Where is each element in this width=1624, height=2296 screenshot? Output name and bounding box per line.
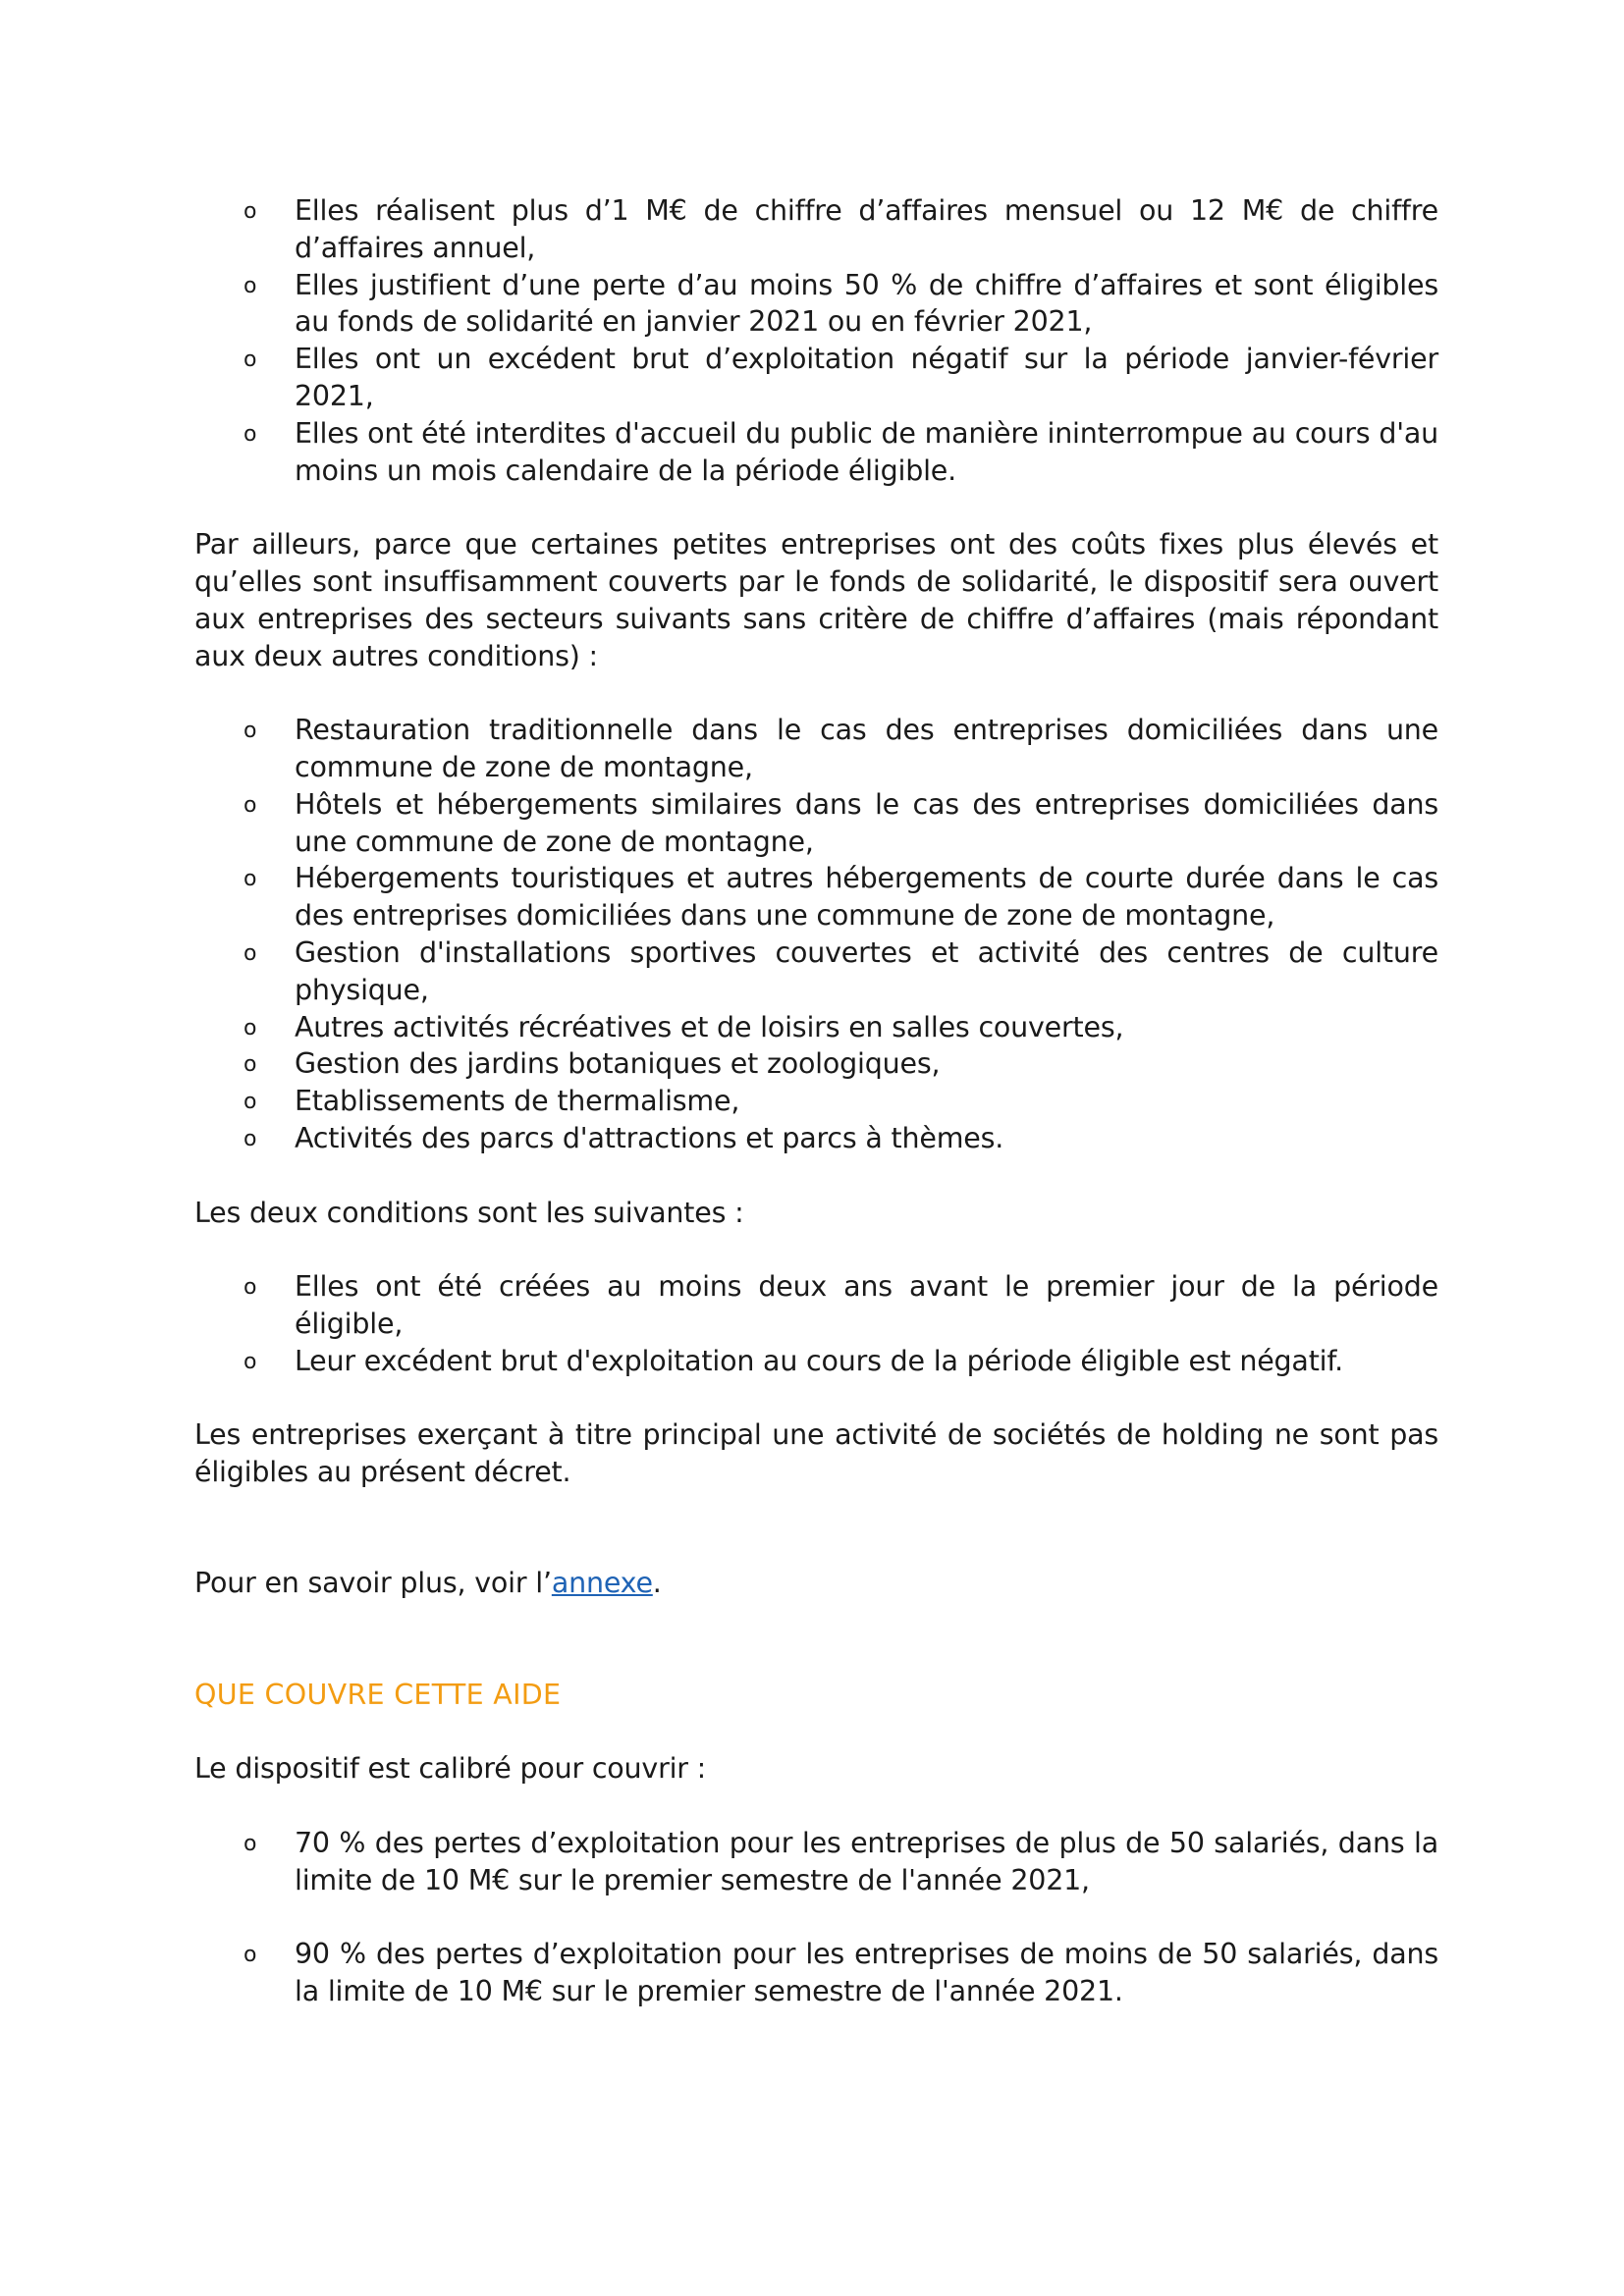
bullet-icon: o [244,719,257,744]
coverage-list-second [194,1936,1438,2010]
list-item: o Elles ont été interdites d'accueil du public de manière ininterrompue au cours d'au moins un mois calendaire de la période éligible. [244,416,1438,487]
list-item: o 90 % des pertes d’exploitation pour les entreprises de moins de 50 salariés, dans la limite de 10 M€ sur le premier semestre de l'année 2021. [244,1938,1438,2008]
bullet-icon: o [244,1943,257,1968]
bullet-icon: o [244,1832,257,1857]
bullet-icon: o [244,867,257,892]
bullet-icon: o [244,1275,257,1301]
list-item: o Etablissements de thermalisme, [194,1083,1438,1120]
bullet-icon: o [244,1015,257,1041]
list-item: o Hébergements touristiques et autres hébergements de courte durée dans le cas des entreprises domiciliées dans une commune de zone de montagne, [244,862,1438,933]
bullet-icon: o [244,1126,257,1151]
paragraph-calibre: Le dispositif est calibré pour couvrir : [194,1752,707,1786]
bullet-icon: o [244,273,257,298]
list-item: o Hôtels et hébergements similaires dans le cas des entreprises domiciliées dans une commune de zone de montagne, [244,787,1438,858]
bullet-icon: o [244,199,257,224]
list-item: o Elles ont été créées au moins deux ans avant le premier jour de la période éligible, [244,1270,1438,1340]
conditions-list [194,1268,1438,1379]
bullet-icon: o [244,347,257,373]
bullet-icon: o [244,940,257,966]
list-item: o 70 % des pertes d’exploitation pour les entreprises de plus de 50 salariés, dans la limite de 10 M€ sur le premier semestre de l'année 2021, [244,1827,1438,1896]
criteria-list [194,192,1438,489]
document-body [194,192,1438,2010]
bullet-icon: o [244,421,257,447]
section-heading: QUE COUVRE CETTE AIDE [194,1678,562,1711]
bullet-icon: o [244,792,257,818]
paragraph-conditions: Les deux conditions sont les suivantes : [194,1196,744,1229]
list-item: o Gestion d'installations sportives couvertes et activité des centres de culture physique, [244,935,1438,1006]
coverage-list [194,1825,1438,1899]
list-item: o Gestion des jardins botaniques et zoologiques, [194,1045,1438,1083]
bullet-icon: o [244,1349,257,1374]
list-item: o Autres activités récréatives et de loisirs en salles couvertes, [194,1009,1438,1046]
list-item: o Elles justifient d’une perte d’au moins 50 % de chiffre d’affaires et sont éligibles au fonds de solidarité en janvier 2021 ou en février 2021, [244,268,1438,339]
list-item: o Elles réalisent plus d’1 M€ de chiffre d’affaires mensuel ou 12 M€ de chiffre d’affaires annuel, [244,194,1438,264]
sectors-list [194,712,1438,1157]
list-item: o Elles ont un excédent brut d’exploitation négatif sur la période janvier-février 2021, [244,343,1438,412]
list-item: o Leur excédent brut d'exploitation au cours de la période éligible est négatif. [194,1343,1438,1380]
paragraph-savoir-plus: Pour en savoir plus, voir l’annexe. [194,1567,662,1600]
paragraph-holding: Les entreprises exerçant à titre principal une activité de sociétés de holding ne sont pas éligibles au présent décret. [194,1418,1438,1489]
bullet-icon: o [244,1090,257,1115]
list-item: o Restauration traditionnelle dans le cas des entreprises domiciliées dans une commune de zone de montagne, [244,714,1438,783]
list-item: o Activités des parcs d'attractions et parcs à thèmes. [194,1120,1438,1157]
paragraph-par-ailleurs: Par ailleurs, parce que certaines petites entreprises ont des coûts fixes plus élevés et qu’elles sont insuffisamment couverts par le fonds de solidarité, le dispositif sera ouvert aux entreprises des secteurs suivants sans critère de chiffre d’affaires (mais répondant aux deux autres conditions) : [194,528,1438,672]
annexe-link[interactable]: annexe [551,1567,653,1600]
bullet-icon: o [244,1052,257,1078]
